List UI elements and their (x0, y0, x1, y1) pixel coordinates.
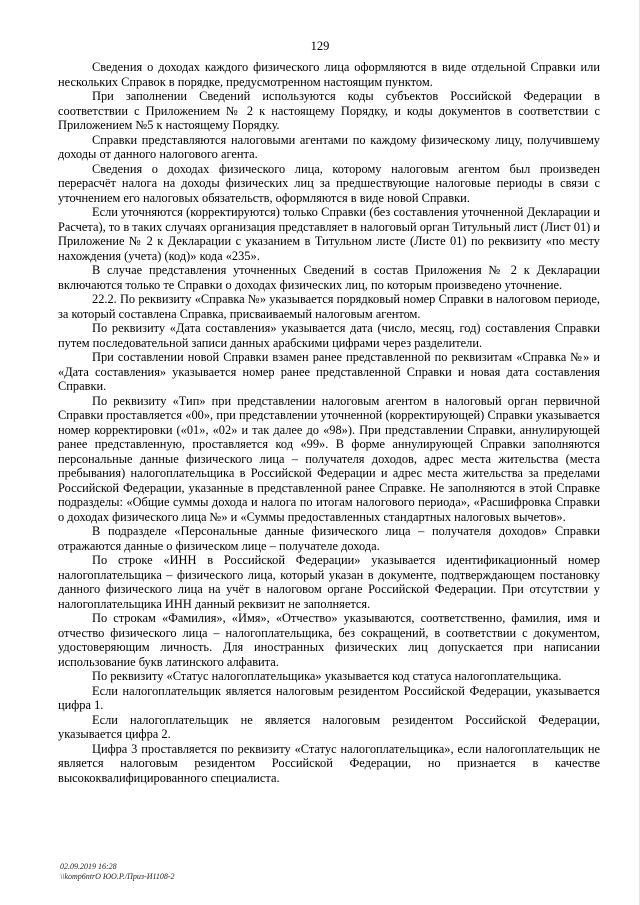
document-body (58, 60, 600, 785)
paragraph: При заполнении Сведений используются коды субъектов Российской Федерации в соответствии с Приложением № 2 к настоящему Порядку, и коды документов в соответствии с Приложением №5 к настоящему Порядку. (58, 89, 600, 132)
paragraph: По реквизиту «Дата составления» указывается дата (число, месяц, год) составления Справки путем последовательной записи данных арабскими цифрами через разделители. (58, 321, 600, 350)
paragraph: Если налогоплательщик не является налоговым резидентом Российской Федерации, указывается цифра 2. (58, 712, 600, 741)
paragraph: В случае представления уточненных Сведений в состав Приложения № 2 к Декларации включаются только те Справки о доходах физических лиц, по которым произведено уточнение. (58, 263, 600, 292)
paragraph: Сведения о доходах каждого физического лица оформляются в виде отдельной Справки или нескольких Справок в порядке, предусмотренном настоящим пунктом. (58, 60, 600, 89)
paragraph: Справки представляются налоговыми агентами по каждому физическому лицу, получившему доходы от данного налогового агента. (58, 132, 600, 161)
paragraph: Если налогоплательщик является налоговым резидентом Российской Федерации, указывается цифра 1. (58, 683, 600, 712)
footer-file-ref: \\komp6ntrO ЮО.Р./Приз-И1108-2 (60, 872, 175, 881)
footer-timestamp: 02.09.2019 16:28 (60, 862, 117, 871)
paragraph: При составлении новой Справки взамен ранее представленной по реквизитам «Справка №» и «Дата составления» указывается номер ранее представленной Справки и новая дата составления Справки. (58, 350, 600, 393)
paragraph: Цифра 3 проставляется по реквизиту «Статус налогоплательщика», если налогоплательщик не является налоговым резидентом Российской Федерации, но признается в качестве высококвалифицированного специалиста. (58, 741, 600, 785)
paragraph: По строкам «Фамилия», «Имя», «Отчество» указываются, соответственно, фамилия, имя и отчество физического лица – налогоплательщика, без сокращений, в соответствии с документом, удостоверяющим личность. Для иностранных физических лиц допускается при написании использование букв латинского алфавита. (58, 611, 600, 669)
paragraph: Если уточняются (корректируются) только Справки (без составления уточненной Декларации и Расчета), то в таких случаях организация представляет в налоговый орган Титульный лист (Лист 01) и Приложение № 2 к Декларации с указанием в Титульном листе (Листе 01) по реквизиту «по месту нахождения (учета) (код)» кода «235». (58, 205, 600, 263)
paragraph: В подразделе «Персональные данные физического лица – получателя доходов» Справки отражаются данные о физическом лице – получателе дохода. (58, 524, 600, 553)
footer (60, 862, 175, 882)
paragraph: Сведения о доходах физического лица, которому налоговым агентом был произведен перерасчёт налога на доходы физических лиц за предшествующие налоговые периоды в связи с уточнением его налоговых обязательств, оформляются в виде новой Справки. (58, 161, 600, 205)
paragraph: По строке «ИНН в Российской Федерации» указывается идентификационный номер налогоплательщика – физического лица, который указан в документе, подтверждающем постановку данного физического лица на учёт в налоговом органе Российской Федерации. При отсутствии у налогоплательщика ИНН данный реквизит не заполняется. (58, 553, 600, 611)
paragraph: По реквизиту «Тип» при представлении налоговым агентом в налоговый орган первичной Справки проставляется «00», при представлении уточненной (корректирующей) Справки указывается номер корректировки («01», «02» и так далее до «98»). При представлении Справки, аннулирующей ранее представленную, проставляется код «99». В форме аннулирующей Справки заполняются персональные данные физического лица – получателя доходов, адрес места жительства (места пребывания) налогоплательщика в Российской Федерации и адрес места жительства за пределами Российской Федерации, указанные в представленной ранее Справке. Не заполняются в этой Справке подразделы: «Общие суммы дохода и налога по итогам налогового периода», «Расшифровка Справки о доходах физического лица №» и «Суммы предоставленных стандартных налоговых вычетов». (58, 393, 600, 524)
page-number: 129 (310, 39, 330, 53)
paragraph: По реквизиту «Статус налогоплательщика» указывается код статуса налогоплательщика. (92, 669, 562, 683)
paragraph: 22.2. По реквизиту «Справка №» указывается порядковый номер Справки в налоговом периоде, за который составлена Справка, присваиваемый налоговым агентом. (58, 292, 600, 321)
